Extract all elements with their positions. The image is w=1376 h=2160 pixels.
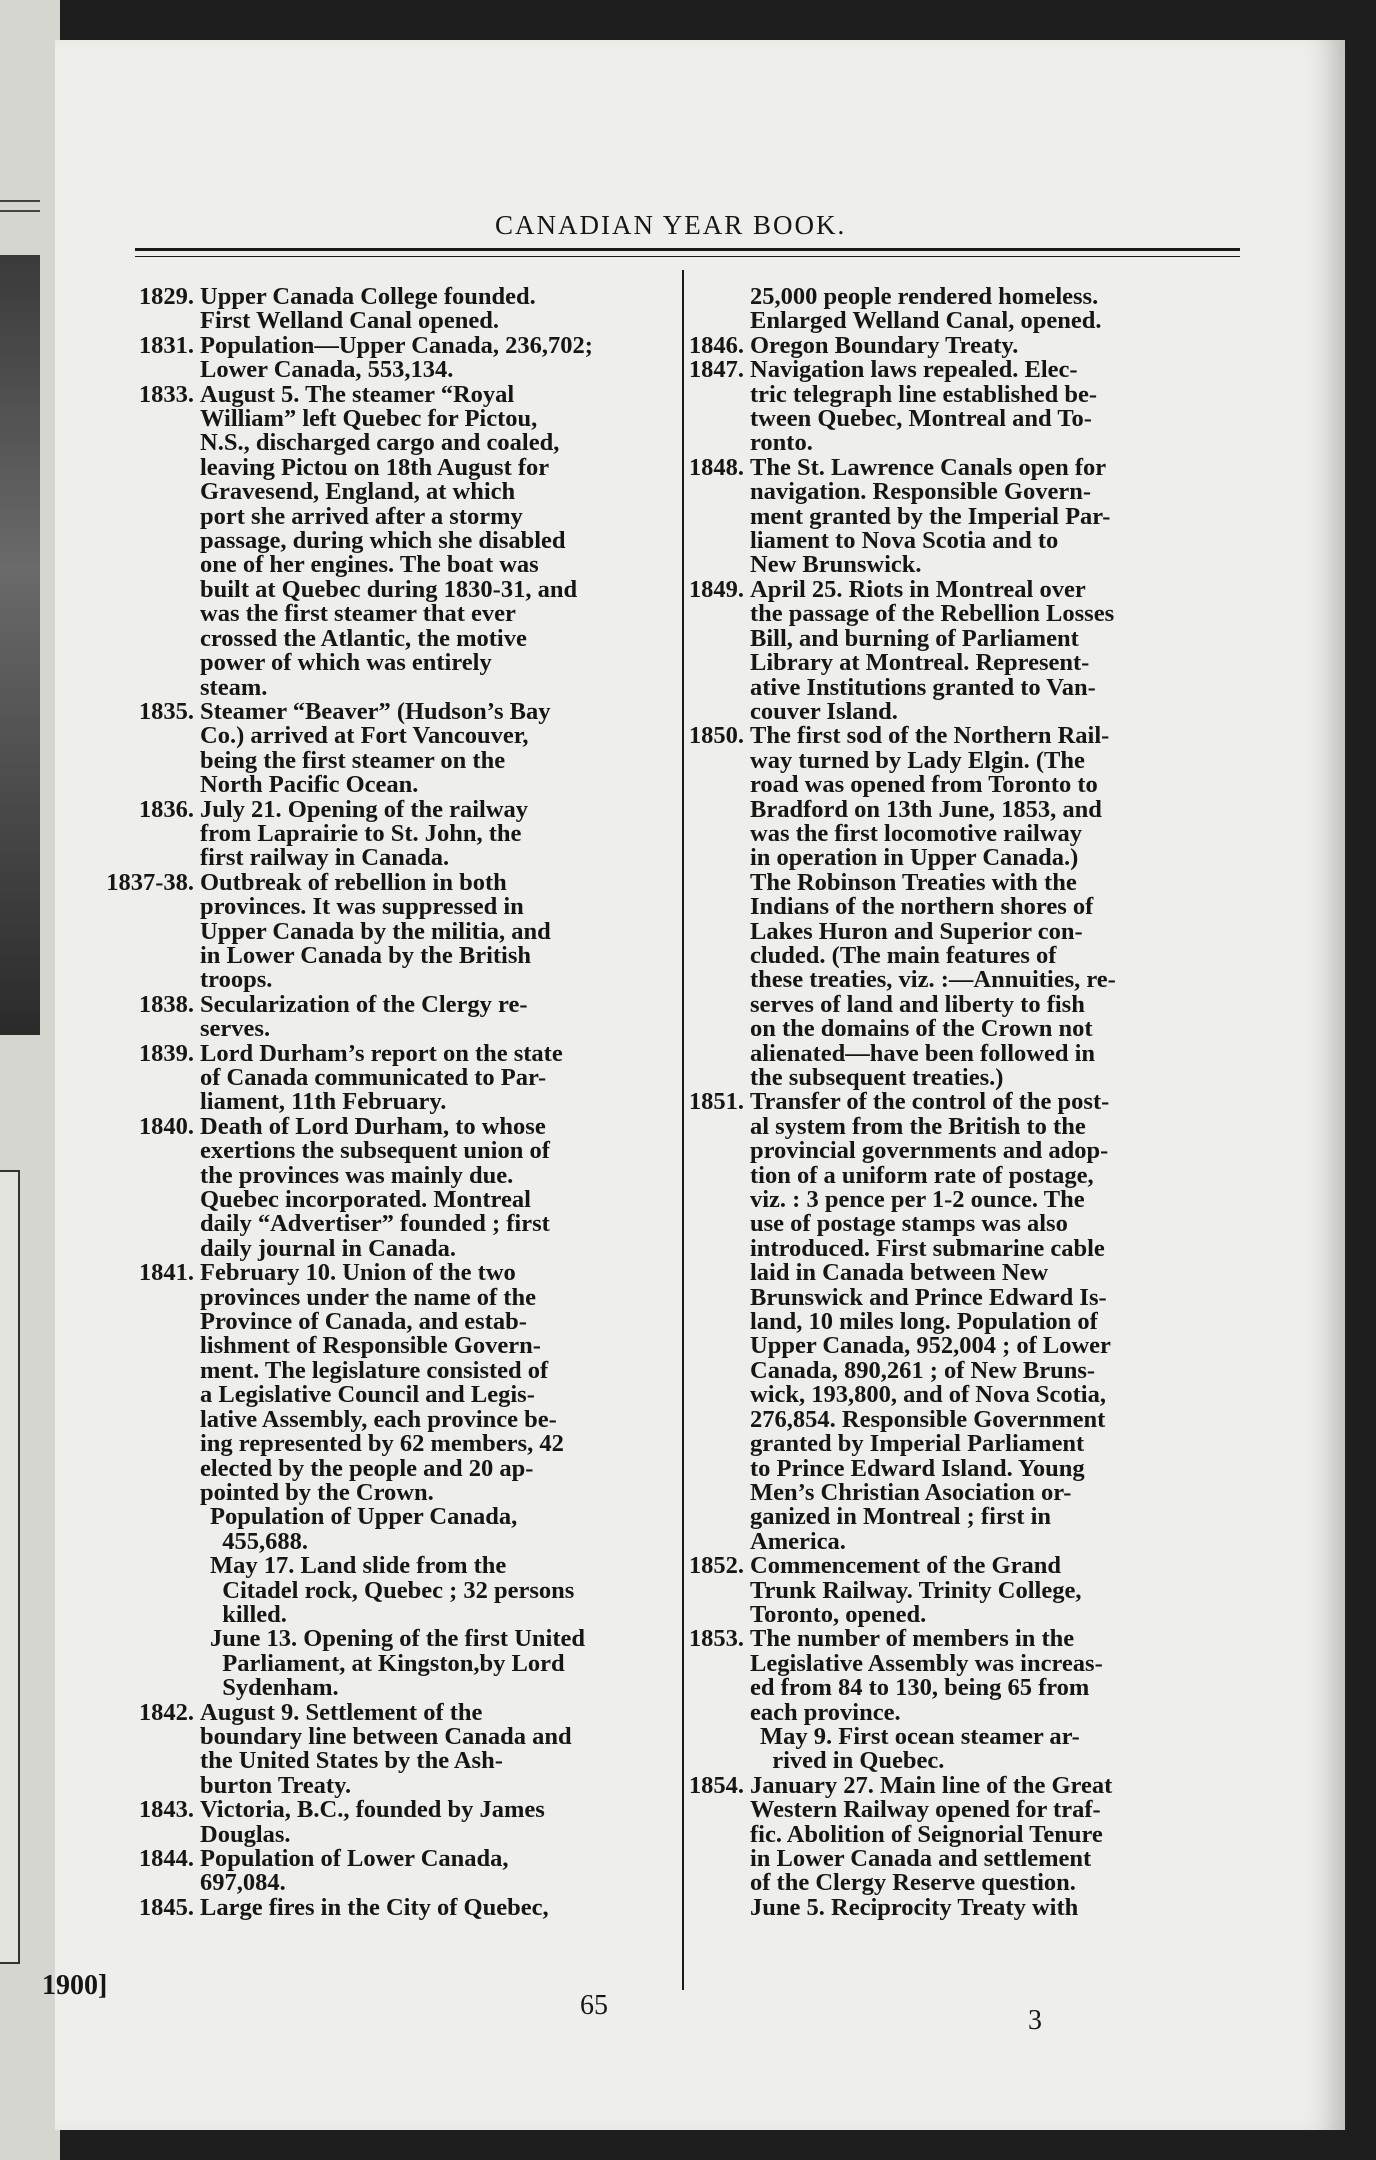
entry-line: Upper Canada College founded. [200,283,536,310]
entry-line: the United States by the Ash- [200,1747,503,1775]
entry-line: N.S., discharged cargo and coaled, [200,429,560,457]
entry-line: Citadel rock, Quebec ; 32 persons [210,1576,575,1604]
entry-year: 1842. [138,1698,194,1726]
entry-line: Toronto, opened. [750,1600,927,1628]
entry-line: ronto. [750,429,813,457]
entry-year: 1846. [688,331,744,359]
entry-year: 1845. [138,1893,194,1921]
entry-line: granted by Imperial Parliament [750,1430,1085,1458]
entry-line: ment granted by the Imperial Par- [750,502,1111,530]
entry-line: built at Quebec during 1830-31, and [200,575,578,603]
entry-line: Lakes Huron and Superior con- [750,917,1083,945]
entry-line: in operation in Upper Canada.) [750,844,1079,872]
chronology-entry [688,1088,1240,1555]
entry-line: May 17. Land slide from the [210,1552,507,1580]
chronology-entry [138,697,670,799]
entry-year: 1831. [138,331,194,359]
chronology-entry [138,795,670,872]
entry-line: way turned by Lady Elgin. (The [750,746,1085,774]
entry-line: wick, 193,800, and of Nova Scotia, [750,1381,1106,1409]
entry-line: ing represented by 62 members, 42 [200,1430,564,1458]
edge-rule [0,200,40,202]
chronology-entry [138,1796,670,1848]
chronology-entry [210,1554,670,1627]
entry-line: ment. The legislature consisted of [200,1356,549,1384]
entry-line: tion of a uniform rate of postage, [750,1161,1094,1189]
entry-line: introduced. First submarine cable [750,1234,1105,1262]
entry-line: Lord Durham’s report on the state [200,1039,563,1067]
entry-line: Province of Canada, and estab- [200,1308,527,1336]
entry-year: 1848. [688,453,744,481]
entry-line: June 13. Opening of the first United [210,1625,586,1653]
chronology-entry [688,1771,1240,1921]
entry-line: January 27. Main line of the Great [750,1771,1113,1799]
entry-year: 1841. [138,1259,194,1287]
entry-line: North Pacific Ocean. [200,771,419,799]
entry-line: road was opened from Toronto to [750,771,1098,799]
chronology-entry [138,1259,670,1506]
entry-line: liament to Nova Scotia and to [750,527,1059,555]
entry-line: 25,000 people rendered homeless. [750,283,1099,310]
entry-year: 1847. [688,356,744,384]
entry-line: killed. [210,1600,287,1628]
entry-line: Upper Canada by the militia, and [200,917,551,945]
chronology-entry [760,1722,1240,1775]
entry-line: Victoria, B.C., founded by James [200,1796,545,1824]
entry-year: 1835. [138,697,194,725]
chronology-entry [138,1893,670,1921]
entry-line: leaving Pictou on 18th August for [200,453,550,481]
entry-line: a Legislative Council and Legis- [200,1381,535,1409]
entry-line: in Lower Canada by the British [200,941,532,969]
entry-line: June 5. Reciprocity Treaty with [750,1893,1079,1921]
entry-line: Canada, 890,261 ; of New Bruns- [750,1356,1096,1384]
entry-line: The Robinson Treaties with the [750,868,1077,896]
entry-line: Quebec incorporated. Montreal [200,1186,531,1214]
column-divider [682,270,684,1990]
entry-line: 697,084. [200,1869,286,1897]
entry-line: August 9. Settlement of the [200,1698,483,1726]
header-rule [135,248,1240,251]
chronology-entry [210,1627,670,1700]
entry-line: cluded. (The main features of [750,941,1057,969]
entry-line: The number of members in the [750,1625,1075,1653]
entry-line: Commencement of the Grand [750,1552,1061,1580]
entry-line: provincial governments and adop- [750,1137,1109,1165]
entry-line: exertions the subsequent union of [200,1137,550,1165]
entry-line: in Lower Canada and settlement [750,1845,1092,1872]
entry-line: April 25. Riots in Montreal over [750,575,1086,603]
book-page [55,40,1345,2130]
entry-year: 1840. [138,1112,194,1140]
entry-line: ative Institutions granted to Van- [750,673,1096,701]
entry-line: power of which was entirely [200,649,492,677]
entry-line: from Laprairie to St. John, the [200,819,522,847]
entry-line: ed from 84 to 130, being 65 from [750,1674,1090,1702]
entry-line: Enlarged Welland Canal, opened. [750,307,1102,335]
entry-line: liament, 11th February. [200,1088,447,1116]
entry-line: Western Railway opened for traf- [750,1796,1101,1824]
chronology-entry [688,453,1240,579]
chronology-entry [138,1698,670,1799]
chronology-entry [138,1845,670,1897]
entry-line: New Brunswick. [750,551,922,579]
entry-line: being the first steamer on the [200,746,506,774]
entry-year: 1838. [138,990,194,1018]
chronology-entry [210,1505,670,1554]
entry-line: of the Clergy Reserve question. [750,1869,1076,1897]
entry-line: May 9. First ocean steamer ar- [760,1722,1080,1750]
entry-line: Population of Lower Canada, [200,1845,509,1872]
entry-year: 1839. [138,1039,194,1067]
entry-line: of Canada communicated to Par- [200,1064,547,1091]
entry-line: Steamer “Beaver” (Hudson’s Bay [200,697,551,725]
entry-line: Secularization of the Clergy re- [200,990,528,1018]
entry-line: William” left Quebec for Pictou, [200,405,538,433]
chronology-entry [688,575,1240,725]
entry-year: 1851. [688,1088,744,1116]
entry-year: 1844. [138,1845,194,1872]
entry-line: First Welland Canal opened. [200,307,500,335]
entry-line: port she arrived after a stormy [200,502,523,530]
entry-year: 1837-38. [106,868,194,896]
chronology-entry [750,285,1240,334]
entry-line: lative Assembly, each province be- [200,1405,557,1433]
page-header: CANADIAN YEAR BOOK. [495,210,847,240]
entry-line: couver Island. [750,697,898,725]
entry-line: use of postage stamps was also [750,1210,1068,1238]
entry-line: on the domains of the Crown not [750,1015,1093,1043]
entry-line: boundary line between Canada and [200,1722,572,1750]
entry-line: July 21. Opening of the railway [200,795,529,823]
entry-line: Parliament, at Kingston,by Lord [210,1649,565,1677]
chronology-entry [138,1039,670,1116]
previous-page-photo [0,255,40,1035]
previous-page-edge [0,0,60,2160]
entry-line: alienated—have been followed in [750,1039,1096,1067]
entry-line: February 10. Union of the two [200,1259,516,1287]
entry-line: tween Quebec, Montreal and To- [750,405,1092,433]
signature-mark: 3 [1028,2005,1042,2036]
entry-line: pointed by the Crown. [200,1478,434,1506]
entry-year: 1852. [688,1552,744,1580]
entry-line: Large fires in the City of Quebec, [200,1893,549,1921]
chronology-entry [138,331,670,384]
entry-year: 1836. [138,795,194,823]
entry-line: Bradford on 13th June, 1853, and [750,795,1102,823]
entry-line: The St. Lawrence Canals open for [750,453,1107,481]
chronology-entry [138,380,670,701]
entry-line: Bill, and burning of Parliament [750,624,1079,652]
entry-line: Indians of the northern shores of [750,893,1094,921]
entry-line: these treaties, viz. :—Annuities, re- [750,966,1116,994]
edge-rule [0,210,40,212]
entry-line: The first sod of the Northern Rail- [750,722,1110,750]
entry-line: elected by the people and 20 ap- [200,1454,534,1482]
entry-line: Population—Upper Canada, 236,702; [200,331,593,359]
entry-line: Transfer of the control of the post- [750,1088,1110,1116]
entry-line: 455,688. [210,1527,308,1555]
entry-line: daily journal in Canada. [200,1234,456,1262]
chronology-entry [688,1625,1240,1726]
entry-line: fic. Abolition of Seignorial Tenure [750,1820,1103,1848]
entry-line: August 5. The steamer “Royal [200,380,515,408]
entry-line: Trunk Railway. Trinity College, [750,1576,1082,1604]
entry-line: the passage of the Rebellion Losses [750,600,1115,628]
entry-line: land, 10 miles long. Population of [750,1308,1098,1336]
entry-line: lishment of Responsible Govern- [200,1332,541,1360]
entry-line: Library at Montreal. Represent- [750,649,1090,677]
entry-line: Sydenham. [210,1674,339,1702]
entry-line: Legislative Assembly was increas- [750,1649,1103,1677]
entry-line: Douglas. [200,1820,291,1848]
entry-line: al system from the British to the [750,1112,1086,1140]
entry-year: 1833. [138,380,194,408]
entry-line: tric telegraph line established be- [750,380,1098,408]
entry-line: provinces. It was suppressed in [200,893,524,921]
chronology-entry [688,331,1240,359]
entry-line: Outbreak of rebellion in both [200,868,507,896]
entry-year: 1854. [688,1771,744,1799]
entry-line: burton Treaty. [200,1771,352,1799]
entry-line: rived in Quebec. [760,1747,945,1775]
entry-line: serves. [200,1015,271,1043]
entry-year: 1853. [688,1625,744,1653]
entry-line: was the first steamer that ever [200,600,516,628]
page-number: 65 [580,1990,608,2021]
entry-line: Death of Lord Durham, to whose [200,1112,546,1140]
entry-line: was the first locomotive railway [750,819,1083,847]
entry-line: the provinces was mainly due. [200,1161,514,1189]
entry-line: serves of land and liberty to fish [750,990,1085,1018]
entry-year: 1849. [688,575,744,603]
chronology-entry [688,1552,1240,1628]
entry-line: passage, during which she disabled [200,527,566,555]
entry-line: viz. : 3 pence per 1-2 ounce. The [750,1186,1085,1214]
entry-line: troops. [200,966,273,994]
entry-line: Lower Canada, 553,134. [200,356,454,384]
left-column [106,283,670,1921]
entry-line: provinces under the name of the [200,1283,536,1311]
entry-line: navigation. Responsible Govern- [750,478,1091,506]
entry-line: each province. [750,1698,901,1726]
entry-year: 1843. [138,1796,194,1824]
entry-line: laid in Canada between New [750,1259,1049,1287]
entry-line: Gravesend, England, at which [200,478,516,506]
entry-line: Men’s Christian Asociation or- [750,1478,1072,1506]
entry-line: Brunswick and Prince Edward Is- [750,1283,1107,1311]
entry-year: 1850. [688,722,744,750]
entry-line: Co.) arrived at Fort Vancouver, [200,722,529,750]
entry-line: to Prince Edward Island. Young [750,1454,1085,1482]
chronology-entry [138,990,670,1043]
entry-line: one of her engines. The boat was [200,551,539,579]
footer-left-mark: 1900] [42,1970,108,2001]
entry-line: the subsequent treaties.) [750,1064,1004,1091]
entry-line: America. [750,1527,846,1555]
entry-line: steam. [200,673,268,701]
entry-line: crossed the Atlantic, the motive [200,624,527,652]
chronology-entry [138,1112,670,1262]
entry-line: Oregon Boundary Treaty. [750,331,1019,359]
entry-line: first railway in Canada. [200,844,450,872]
entry-line: ganized in Montreal ; first in [750,1503,1052,1531]
header-rule-thin [135,256,1240,257]
entry-line: daily “Advertiser” founded ; first [200,1210,550,1238]
entry-line: Upper Canada, 952,004 ; of Lower [750,1332,1111,1360]
chronology-entry [688,722,1240,1091]
right-column [688,283,1240,1921]
entry-line: 276,854. Responsible Government [750,1405,1106,1433]
entry-line: Population of Upper Canada, [210,1503,518,1531]
chronology-entry [106,868,670,994]
chronology-entry [138,283,670,335]
previous-page-box [0,1170,20,1964]
chronology-entry [688,356,1240,457]
entry-year: 1829. [138,283,194,310]
entry-line: Navigation laws repealed. Elec- [750,356,1078,384]
